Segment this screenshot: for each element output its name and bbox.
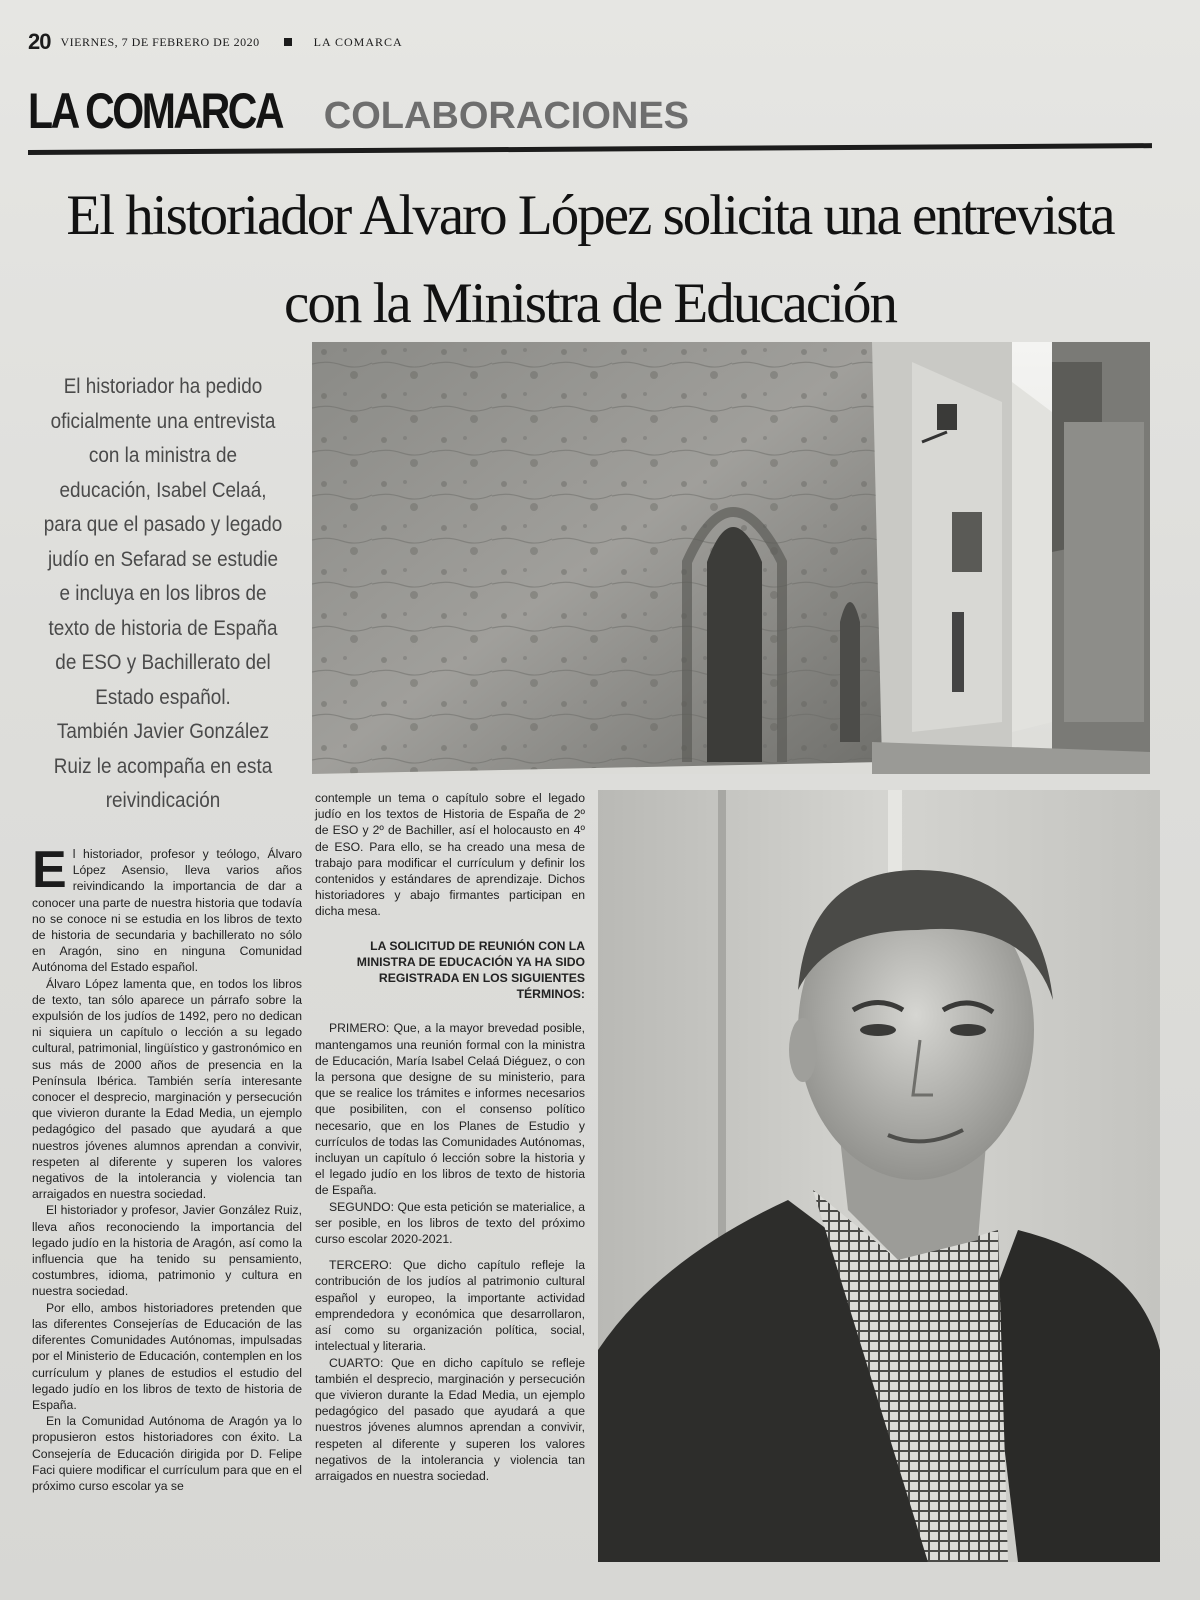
portrait-photo xyxy=(598,790,1160,1562)
lead-paragraph: El historiador ha pedido oficialmente una entrevista con la ministra de educación, Isabel Celaá, para que el pasado y legado judío en Sefarad se estudie e incluya en los libros de texto de historia de España de ESO y Bachillerato del Estado español. xyxy=(43,375,283,709)
body-text: l historiador, profesor y teólogo, Álvaro López Asensio, lleva varios años reivindicando la importancia de dar a conocer una parte de nuestra historia que todavía no se conoce ni se estudia en los libros de texto de historia de secundaria y bachillerato no sólo en Aragón, sino en ninguna Comunidad Autónoma del Estado español. xyxy=(32,847,302,975)
body-paragraph: Por ello, ambos historiadores pretenden que las diferentes Consejerías de Educación de las diferentes Comunidades Autónomas, impulsadas por el Ministerio de Educación, contemplen en los currículum y planes de estudios el estudio del legado judío en los libros de texto de historia de España. xyxy=(32,1300,302,1412)
body-column-2 xyxy=(315,790,585,1484)
body-paragraph: SEGUNDO: Que esta petición se materialice, a ser posible, en los libros de texto del próximo curso escolar 2020-2021. xyxy=(315,1199,585,1247)
column-subhead: LA SOLICITUD DE REUNIÓN CON LA MINISTRA DE EDUCACIÓN YA HA SIDO REGISTRADA EN LOS SIGUIENTES TÉRMINOS: xyxy=(356,938,585,1002)
body-paragraph: Álvaro López lamenta que, en todos los libros de texto, tan sólo aparece un párrafo sobre la expulsión de los judíos de 1492, pero no dedican ni siquiera un capítulo o lección a su legado cultural, patrimonial, lingüístico y gastronómico en sus más de 2000 años de presencia en la Península Ibérica. También sería interesante conocer el desprecio, marginación y persecución que vivieron durante la Edad Media, un ejemplo pedagógico del pasado que ayudará a que nuestros jóvenes alumnos aprendan a convivir, respeten al diferente y superen los valores negativos de la intolerancia y violencia tan arraigados en nuestra sociedad. xyxy=(32,976,302,1202)
section-name: COLABORACIONES xyxy=(323,95,690,137)
article-headline: El historiador Alvaro López solicita una entrevista con la Ministra de Educación xyxy=(66,184,1114,335)
folio-line xyxy=(28,28,403,56)
body-paragraph: PRIMERO: Que, a la mayor brevedad posible, mantengamos una reunión formal con la ministra de Educación, María Isabel Celaá Diéguez, o con la persona que designe de su ministerio, para que se realice los trámites e informes necesarios que posibiliten, con el consenso político necesario, que en los Planes de Estudio y currículos de todas las Comunidades Autónomas, incluyan un capítulo ó lección sobre la historia y el legado judío en los libros de texto de historia de España. xyxy=(315,1021,585,1198)
body-paragraph: TERCERO: Que dicho capítulo refleje la contribución de los judíos al patrimonio cultural español y europeo, la importante actividad emprendedora y económica que desarrollaron, así como su organización política, social, intelectual y literaria. xyxy=(315,1258,585,1354)
header-rule xyxy=(28,143,1152,155)
body-paragraph: contemple un tema o capítulo sobre el legado judío en los textos de Historia de España de 2º de ESO y 2º de Bachiller, así el holocausto en 4º de ESO. Para ello, se ha creado una mesa de trabajo para modificar el currículum y definir los contenidos y estándares de aprendizaje. Dichos historiadores y abajo firmantes participan en dicha mesa. xyxy=(315,791,585,919)
separator-square-icon xyxy=(284,38,292,46)
section-header xyxy=(28,82,689,142)
issue-date: VIERNES, 7 DE FEBRERO DE 2020 xyxy=(60,34,260,49)
body-column-1 xyxy=(32,841,302,1494)
masthead-brand: LA COMARCA xyxy=(28,83,283,139)
page-number: 20 xyxy=(28,29,51,54)
article-lead xyxy=(42,370,285,819)
body-paragraph: El historiador y profesor, Javier González Ruiz, lleva años reconociendo la importancia del legado judío en la historia de Aragón, así como la influencia que ha tenido su pensamiento, costumbres, idioma, patrimonio y cultura en nuestra sociedad. xyxy=(32,1203,302,1299)
body-paragraph xyxy=(32,841,302,976)
street-photo xyxy=(312,342,1150,774)
lead-paragraph: También Javier González Ruiz le acompaña en esta reivindicación xyxy=(53,720,273,812)
body-paragraph: En la Comunidad Autónoma de Aragón ya lo propusieron estos historiadores con éxito. La Consejería de Educación dirigida por D. Felipe Faci quiere modificar el currículum para que en el próximo curso escolar ya se xyxy=(32,1414,302,1493)
body-paragraph: CUARTO: Que en dicho capítulo se refleje también el desprecio, marginación y persecución que vivieron durante la Edad Media, un ejemplo pedagógico del pasado que ayudará a que nuestros jóvenes alumnos aprendan a convivir, respeten al diferente y superen los valores negativos de la intolerancia y violencia tan arraigados en nuestra sociedad. xyxy=(315,1355,585,1483)
paper-name: LA COMARCA xyxy=(313,34,403,49)
dropcap: E xyxy=(32,841,67,899)
